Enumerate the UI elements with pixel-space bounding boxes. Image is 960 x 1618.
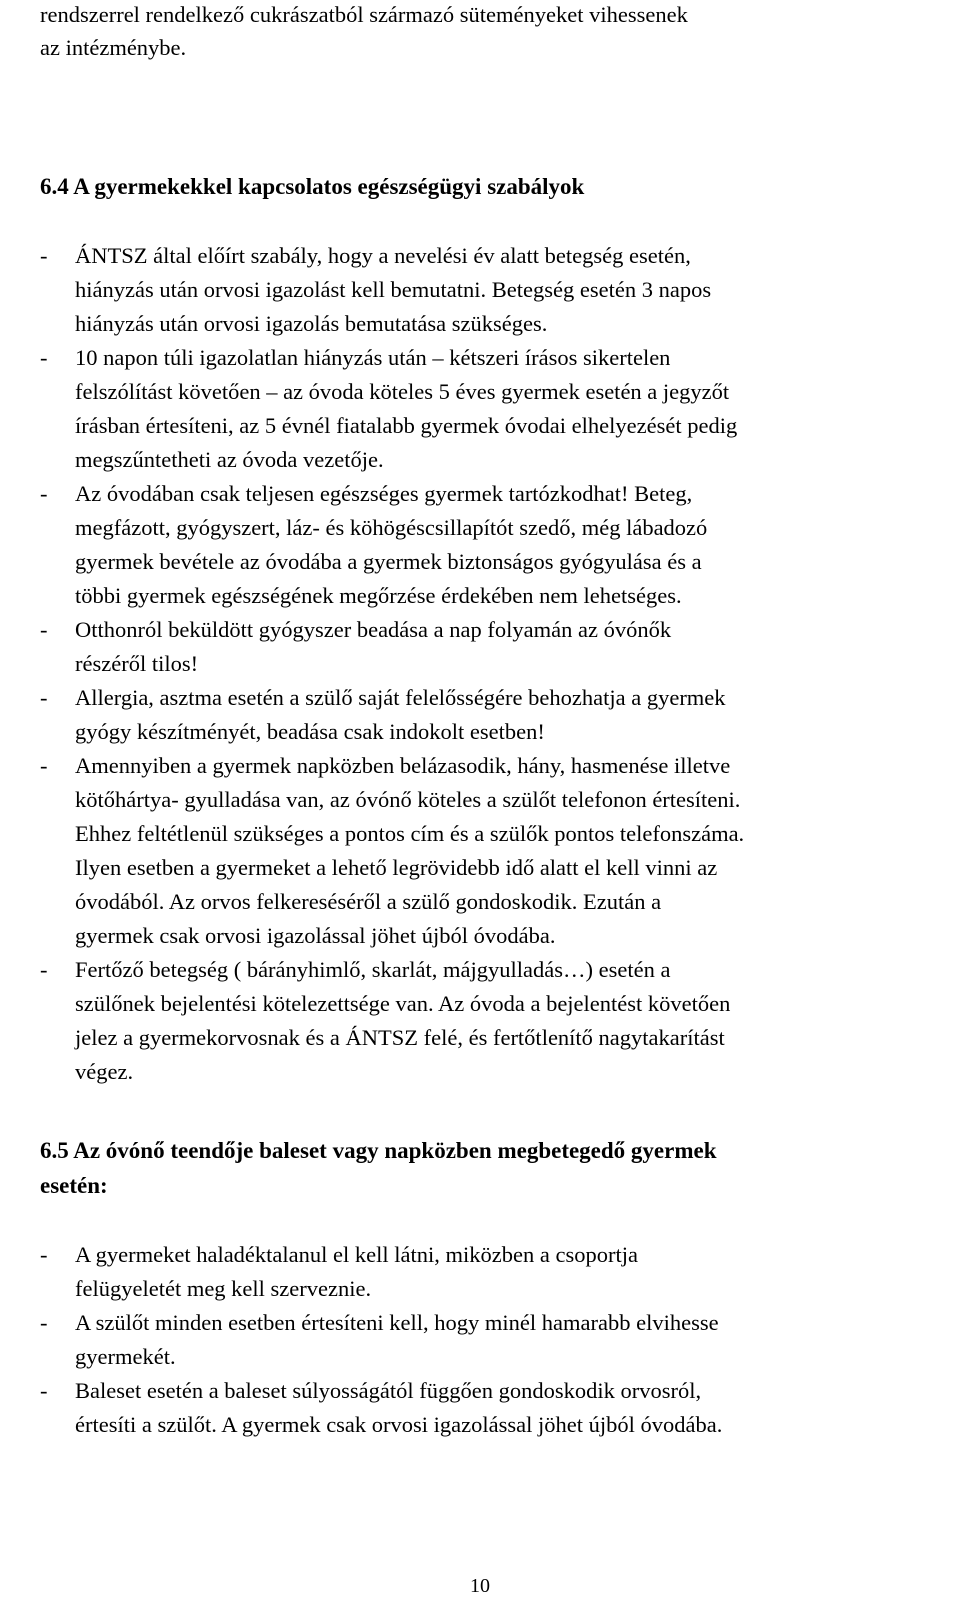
list-item-text: ÁNTSZ által előírt szabály, hogy a nevelési év alatt betegség esetén, [75, 243, 691, 268]
list-item-text: értesíti a szülőt. A gyermek csak orvosi igazolással jöhet újból óvodába. [75, 1412, 723, 1437]
list-item-text: kötőhártya- gyulladása van, az óvónő köteles a szülőt telefonon értesíteni. [75, 787, 741, 812]
list-item-text: A szülőt minden esetben értesíteni kell, hogy minél hamarabb elvihesse [75, 1310, 719, 1335]
bullet-dash: - [40, 685, 48, 710]
list-item-text: jelez a gyermekorvosnak és a ÁNTSZ felé, és fertőtlenítő nagytakarítást [75, 1025, 725, 1050]
list-item-text: Otthonról beküldött gyógyszer beadása a nap folyamán az óvónők [75, 617, 672, 642]
list-item-text: gyermek csak orvosi igazolással jöhet újból óvodába. [75, 923, 556, 948]
bullet-dash: - [40, 1378, 48, 1403]
list-item-text: felügyeletét meg kell szerveznie. [75, 1276, 372, 1301]
list-item-text: óvodából. Az orvos felkereséséről a szülő gondoskodik. Ezután a [75, 889, 662, 914]
paragraph-text: az intézménybe. [40, 35, 187, 60]
list-item-text: végez. [75, 1059, 134, 1084]
list-item-text: Fertőző betegség ( bárányhimlő, skarlát, májgyulladás…) esetén a [75, 957, 671, 982]
list-item-text: szülőnek bejelentési kötelezettsége van. Az óvoda a bejelentést követően [75, 991, 731, 1016]
list-item-text: A gyermeket haladéktalanul el kell látni, miközben a csoportja [75, 1242, 638, 1267]
bullet-dash: - [40, 1242, 48, 1267]
list-item-text: Baleset esetén a baleset súlyosságától függően gondoskodik orvosról, [75, 1378, 702, 1403]
list-item-text: hiányzás után orvosi igazolás bemutatása szükséges. [75, 311, 548, 336]
list-item-text: Allergia, asztma esetén a szülő saját felelősségére behozhatja a gyermek [75, 685, 726, 710]
list-item-text: gyermekét. [75, 1344, 176, 1369]
bullet-dash: - [40, 345, 48, 370]
list-item-text: Az óvodában csak teljesen egészséges gyermek tartózkodhat! Beteg, [75, 481, 693, 506]
list-item-text: Amennyiben a gyermek napközben belázasodik, hány, hasmenése illetve [75, 753, 731, 778]
list-item-text: gyógy készítményét, beadása csak indokolt esetben! [75, 719, 545, 744]
list-item-text: megszűntetheti az óvoda vezetője. [75, 447, 384, 472]
list-item-text: részéről tilos! [75, 651, 199, 676]
bullet-dash: - [40, 481, 48, 506]
paragraph-text: rendszerrel rendelkező cukrászatból származó süteményeket vihessenek [40, 2, 688, 27]
list-item-text: megfázott, gyógyszert, láz- és köhögéscsillapítót szedő, még lábadozó [75, 515, 708, 540]
bullet-dash: - [40, 1310, 48, 1335]
list-item-text: gyermek bevétele az óvodába a gyermek biztonságos gyógyulása és a [75, 549, 702, 574]
list-item-text: Ilyen esetben a gyermeket a lehető legrövidebb idő alatt el kell vinni az [75, 855, 718, 880]
list-item-text: Ehhez feltétlenül szükséges a pontos cím és a szülők pontos telefonszáma. [75, 821, 745, 846]
bullet-dash: - [40, 957, 48, 982]
list-item-text: hiányzás után orvosi igazolást kell bemutatni. Betegség esetén 3 napos [75, 277, 712, 302]
bullet-dash: - [40, 617, 48, 642]
page-number: 10 [470, 1575, 490, 1597]
list-item-text: 10 napon túli igazolatlan hiányzás után – kétszeri írásos sikertelen [75, 345, 671, 370]
list-item-text: felszólítást követően – az óvoda köteles 5 éves gyermek esetén a jegyzőt [75, 379, 730, 404]
list-item-text: írásban értesíteni, az 5 évnél fiatalabb gyermek óvodai elhelyezését pedig [75, 413, 738, 438]
bullet-dash: - [40, 753, 48, 778]
bullet-dash: - [40, 243, 48, 268]
list-item-text: többi gyermek egészségének megőrzése érdekében nem lehetséges. [75, 583, 682, 608]
